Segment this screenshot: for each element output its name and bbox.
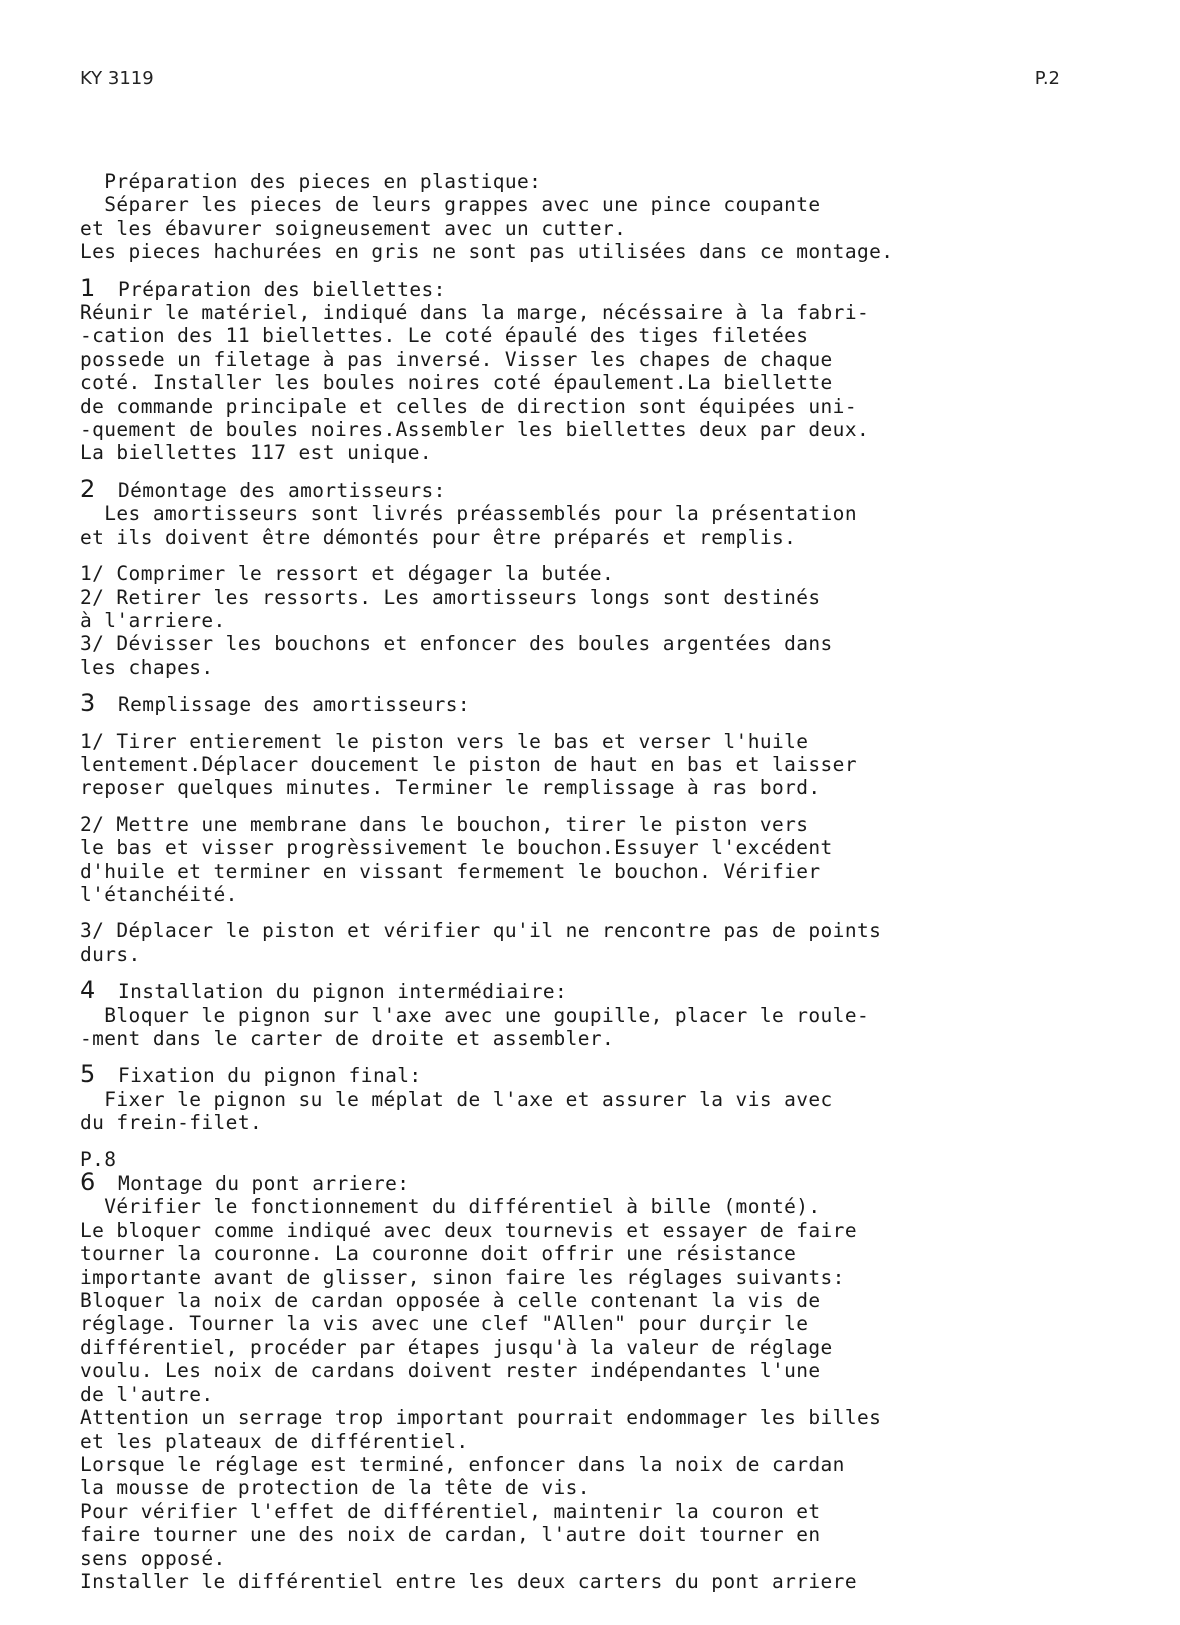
section-3-step-2: [80, 813, 1020, 907]
step-line: d'huile et terminer en vissant fermement le bouchon. Vérifier: [80, 859, 821, 883]
section-3: [80, 689, 1020, 718]
paragraph-line: La biellettes 117 est unique.: [80, 441, 433, 465]
section-3-step-3: [80, 919, 1020, 966]
paragraph-line: de l'autre.: [80, 1382, 214, 1406]
page-reference: P.8: [80, 1147, 117, 1171]
paragraph-line: Bloquer le pignon sur l'axe avec une goupille, placer le roule-: [80, 1003, 870, 1027]
paragraph-line: Installer le différentiel entre les deux carters du pont arriere: [80, 1569, 857, 1593]
paragraph-line: Pour vérifier l'effet de différentiel, maintenir la couron et: [80, 1499, 821, 1523]
paragraph-line: différentiel, procéder par étapes jusqu'à la valeur de réglage: [80, 1335, 833, 1359]
section-heading: [80, 689, 1020, 718]
section-number: 3: [80, 689, 96, 718]
paragraph-line: possede un filetage à pas inversé. Visser les chapes de chaque: [80, 347, 833, 371]
section-heading: [80, 1060, 1020, 1089]
section-6: [80, 1148, 1020, 1594]
section-5: [80, 1060, 1020, 1135]
paragraph-line: Réunir le matériel, indiqué dans la marge, nécéssaire à la fabri-: [80, 301, 870, 325]
section-2: [80, 474, 1020, 549]
step-line: 1/ Comprimer le ressort et dégager la butée.: [80, 562, 615, 586]
section-1: [80, 273, 1020, 465]
section-heading: [80, 273, 1020, 302]
section-title: Fixation du pignon final:: [118, 1064, 422, 1088]
section-4: [80, 976, 1020, 1050]
section-preparation: [80, 170, 1020, 264]
section-number: 5: [80, 1060, 96, 1089]
paragraph-line: la mousse de protection de la tête de vis.: [80, 1476, 590, 1500]
paragraph-line: Vérifier le fonctionnement du différentiel à bille (monté).: [80, 1195, 821, 1219]
paragraph-line: de commande principale et celles de direction sont équipées uni-: [80, 394, 857, 418]
paragraph-line: Fixer le pignon su le méplat de l'axe et assurer la vis avec: [80, 1087, 833, 1111]
paragraph-line: -quement de boules noires.Assembler les biellettes deux par deux.: [80, 418, 870, 442]
paragraph-line: importante avant de glisser, sinon faire les réglages suivants:: [80, 1265, 845, 1289]
step-line: reposer quelques minutes. Terminer le remplissage à ras bord.: [80, 776, 821, 800]
step-line: 2/ Retirer les ressorts. Les amortisseurs longs sont destinés: [80, 585, 821, 609]
paragraph-line: Attention un serrage trop important pourrait endommager les billes: [80, 1406, 882, 1430]
section-title: Montage du pont arriere:: [118, 1172, 410, 1196]
section-heading: [80, 1168, 1020, 1197]
section-title: Démontage des amortisseurs:: [118, 478, 446, 502]
section-number: 2: [80, 474, 96, 503]
paragraph-line: sens opposé.: [80, 1546, 226, 1570]
paragraph-line: Bloquer la noix de cardan opposée à celle contenant la vis de: [80, 1289, 821, 1313]
paragraph-line: -ment dans le carter de droite et assembler.: [80, 1027, 615, 1050]
paragraph-line: Préparation des pieces en plastique:: [80, 170, 542, 193]
section-number: 4: [80, 976, 96, 1005]
section-heading: [80, 976, 1020, 1005]
step-line: durs.: [80, 942, 141, 966]
section-3-step-1: [80, 730, 1020, 800]
paragraph-line: -cation des 11 biellettes. Le coté épaulé des tiges filetées: [80, 324, 809, 348]
section-number: 6: [80, 1168, 96, 1197]
paragraph-line: du frein-filet.: [80, 1111, 263, 1135]
step-line: à l'arriere.: [80, 608, 226, 632]
document-reference: KY 3119: [80, 68, 154, 89]
step-line: 2/ Mettre une membrane dans le bouchon, tirer le piston vers: [80, 812, 809, 836]
section-title: Installation du pignon intermédiaire:: [118, 980, 568, 1004]
paragraph-line: et les ébavurer soigneusement avec un cutter.: [80, 216, 627, 240]
paragraph-line: tourner la couronne. La couronne doit offrir une résistance: [80, 1242, 797, 1266]
paragraph-line: Le bloquer comme indiqué avec deux tournevis et essayer de faire: [80, 1218, 857, 1242]
paragraph-line: voulu. Les noix de cardans doivent rester indépendantes l'une: [80, 1359, 821, 1383]
paragraph-line: et les plateaux de différentiel.: [80, 1429, 469, 1453]
section-number: 1: [80, 273, 96, 302]
step-line: lentement.Déplacer doucement le piston de haut en bas et laisser: [80, 752, 857, 776]
step-line: 3/ Dévisser les bouchons et enfoncer des boules argentées dans: [80, 632, 833, 656]
section-2-steps: [80, 562, 1020, 679]
step-line: l'étanchéité.: [80, 882, 238, 906]
section-title: Remplissage des amortisseurs:: [118, 693, 471, 717]
step-line: 3/ Déplacer le piston et vérifier qu'il ne rencontre pas de points: [80, 919, 882, 943]
paragraph-line: Séparer les pieces de leurs grappes avec une pince coupante: [80, 193, 821, 217]
paragraph-line: Les pieces hachurées en gris ne sont pas utilisées dans ce montage.: [80, 240, 894, 264]
page-number: P.2: [1034, 68, 1060, 89]
paragraph-line: Lorsque le réglage est terminé, enfoncer dans la noix de cardan: [80, 1452, 845, 1476]
step-line: le bas et visser progrèssivement le bouchon.Essuyer l'excédent: [80, 836, 833, 860]
section-heading: [80, 474, 1020, 503]
section-title: Préparation des biellettes:: [118, 277, 446, 301]
paragraph-line: réglage. Tourner la vis avec une clef "Allen" pour durçir le: [80, 1312, 809, 1336]
paragraph-line: faire tourner une des noix de cardan, l'autre doit tourner en: [80, 1523, 821, 1547]
step-line: 1/ Tirer entierement le piston vers le bas et verser l'huile: [80, 729, 809, 753]
paragraph-line: Les amortisseurs sont livrés préassemblés pour la présentation: [80, 502, 857, 526]
step-line: les chapes.: [80, 655, 214, 679]
paragraph-line: coté. Installer les boules noires coté épaulement.La biellette: [80, 371, 833, 395]
document-body: [80, 170, 1020, 1606]
paragraph-line: et ils doivent être démontés pour être préparés et remplis.: [80, 525, 797, 549]
